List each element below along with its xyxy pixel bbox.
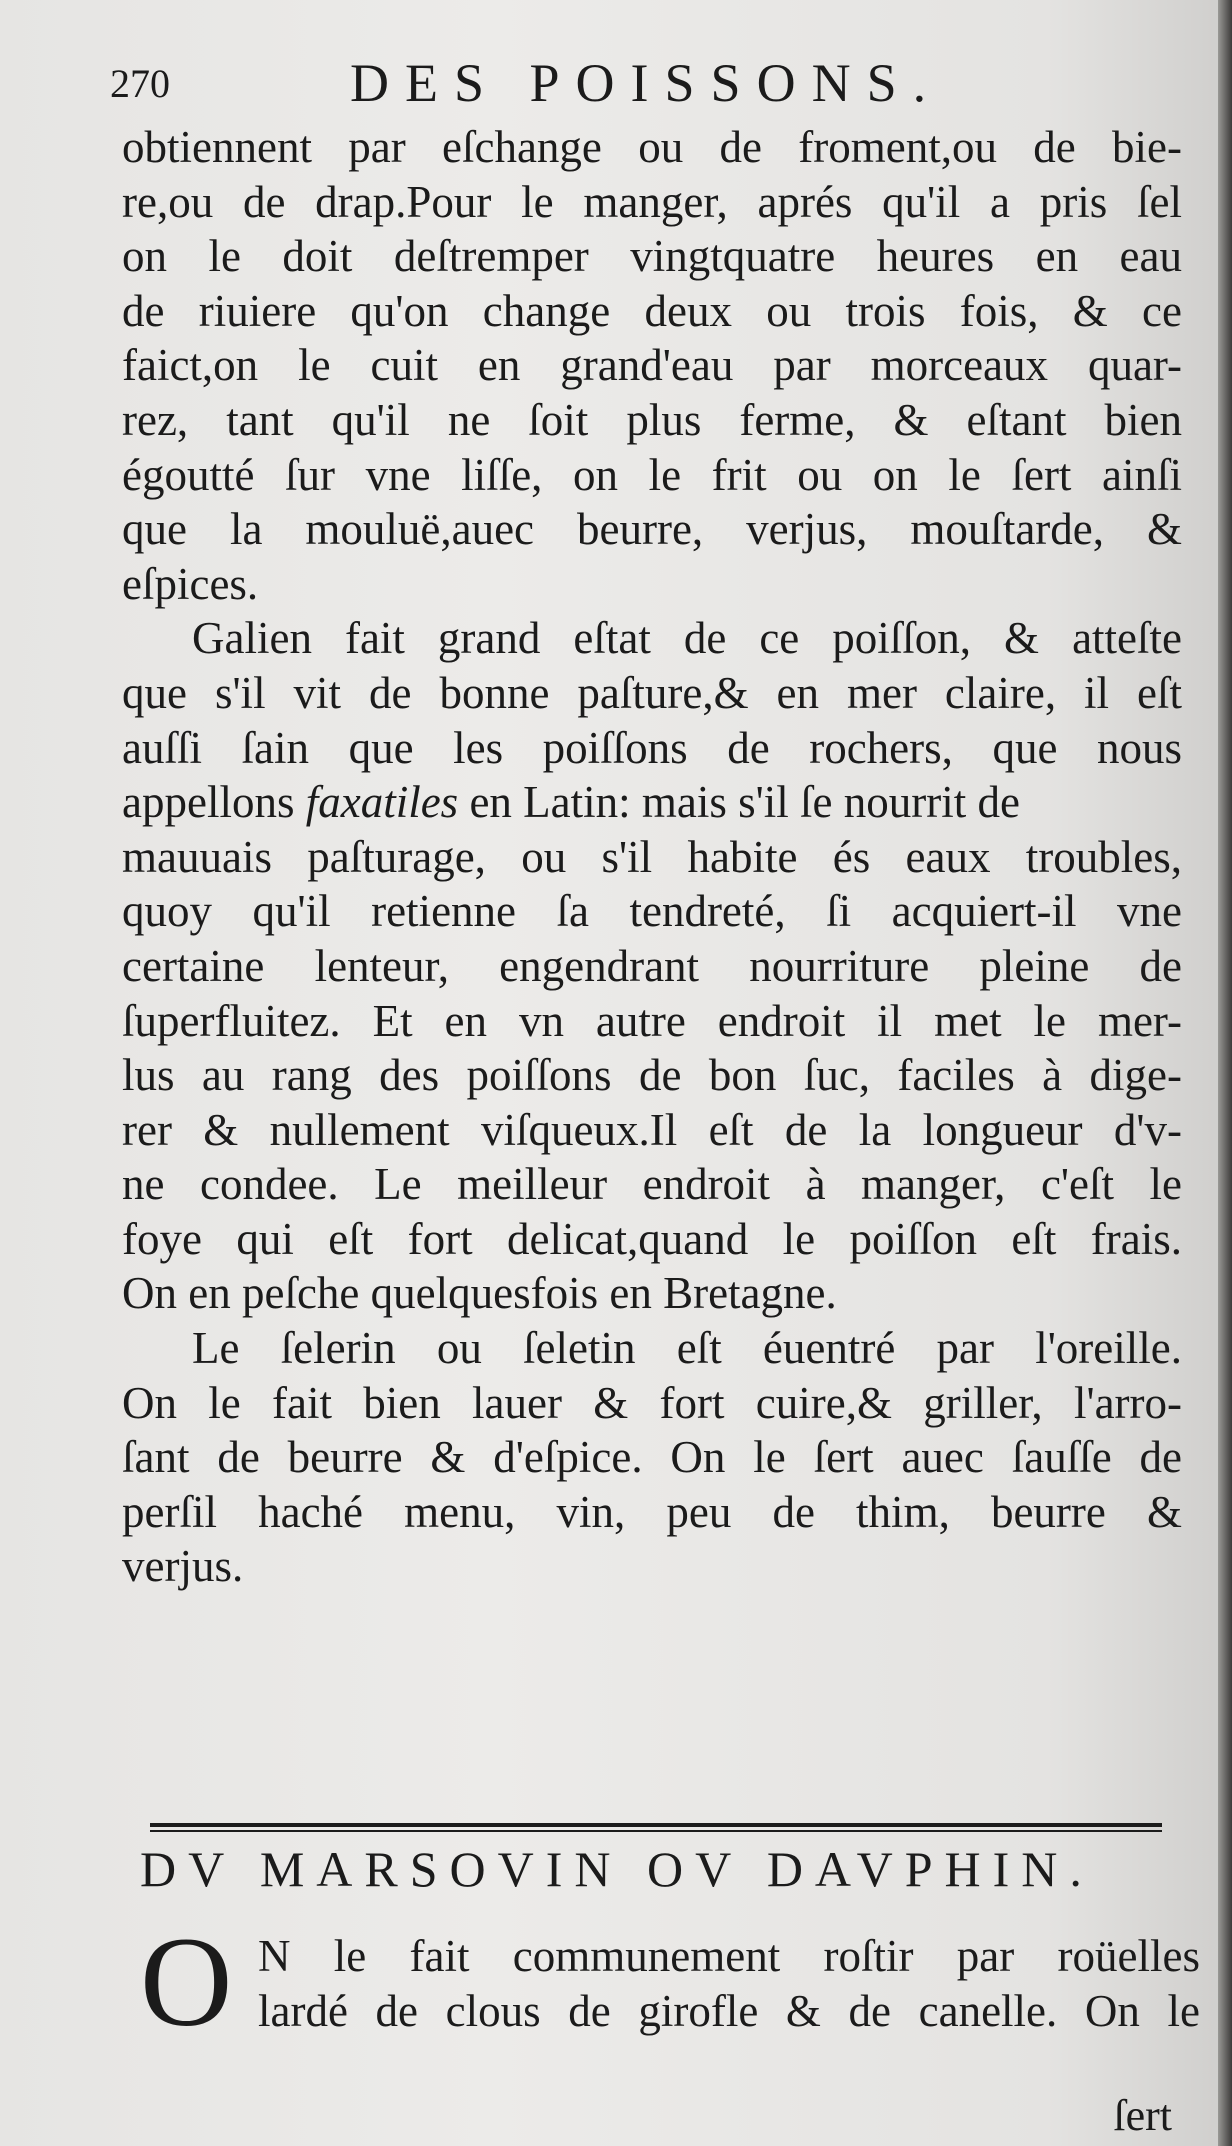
page-edge <box>1218 0 1232 2146</box>
text-line: que s'il vit de bonne paſture,& en mer claire, il eſt <box>122 667 1182 718</box>
text-line: foye qui eſt fort delicat,quand le poiſſon eſt frais. <box>122 1213 1182 1264</box>
text-line: N le fait communement roſtir par roüelles <box>258 1931 1200 1981</box>
latin-term: faxatiles <box>305 777 459 828</box>
text-line: Le ſelerin ou ſeletin eſt éuentré par l'oreille. <box>192 1323 1182 1374</box>
text-line: lardé de clous de girofle & de canelle. On le <box>258 1985 1200 2036</box>
text-line: auſſi ſain que les poiſſons de rochers, que nous <box>122 722 1182 773</box>
text-line: que la mouluë,auec beurre, verjus, mouſtarde, & <box>122 504 1182 555</box>
text-line <box>122 775 1182 830</box>
text-line: verjus. <box>122 1541 244 1592</box>
section-divider <box>150 1823 1162 1827</box>
text-line: obtiennent par eſchange ou de froment,ou de bie- <box>122 122 1182 172</box>
text-line: re,ou de drap.Pour le manger, aprés qu'il a pris ſel <box>122 176 1182 227</box>
running-title: DES POISSONS. <box>350 53 943 113</box>
text-line: de riuiere qu'on change deux ou trois fois, & ce <box>122 285 1182 336</box>
text-line: On en peſche quelquesfois en Bretagne. <box>122 1268 837 1319</box>
page-number: 270 <box>110 61 170 106</box>
drop-cap: O <box>140 1911 233 2053</box>
catchword: ſert <box>1113 2091 1172 2140</box>
text-line: eſpices. <box>122 558 259 609</box>
text-span: en Latin: mais s'il ſe nourrit de <box>469 777 1020 828</box>
text-line: Galien fait grand eſtat de ce poiſſon, & atteſte <box>192 613 1182 664</box>
section-divider-thin <box>150 1830 1162 1832</box>
text-line: égoutté ſur vne liſſe, on le frit ou on le ſert ainſi <box>122 449 1182 500</box>
main-text <box>122 120 1182 1594</box>
text-line: mauuais paſturage, ou s'il habite és eaux troubles, <box>122 831 1182 882</box>
text-line: ſant de beurre & d'eſpice. On le ſert auec ſauſſe de <box>122 1432 1182 1483</box>
text-line: ſuperfluitez. Et en vn autre endroit il met le mer- <box>122 995 1182 1046</box>
text-line: On le fait bien lauer & fort cuire,& griller, l'arro- <box>122 1377 1182 1428</box>
section-text <box>140 1911 1200 2053</box>
text-line: certaine lenteur, engendrant nourriture pleine de <box>122 940 1182 991</box>
text-line: perſil haché menu, vin, peu de thim, beurre & <box>122 1486 1182 1537</box>
text-line: on le doit deſtremper vingtquatre heures en eau <box>122 231 1182 282</box>
text-line: rez, tant qu'il ne ſoit plus ferme, & eſtant bien <box>122 394 1182 445</box>
text-line: ne condee. Le meilleur endroit à manger, c'eſt le <box>122 1159 1182 1210</box>
text-line: quoy qu'il retienne ſa tendreté, ſi acquiert-il vne <box>122 886 1182 937</box>
text-line: lus au rang des poiſſons de bon ſuc, faciles à dige- <box>122 1050 1182 1101</box>
page-header <box>110 52 1200 122</box>
text-line: rer & nullement viſqueux.Il eſt de la longueur d'v- <box>122 1104 1182 1155</box>
section-heading: DV MARSOVIN OV DAVPHIN. <box>140 1841 1094 1897</box>
text-span: appellons <box>122 777 295 828</box>
text-line: faict,on le cuit en grand'eau par morceaux quar- <box>122 340 1182 391</box>
